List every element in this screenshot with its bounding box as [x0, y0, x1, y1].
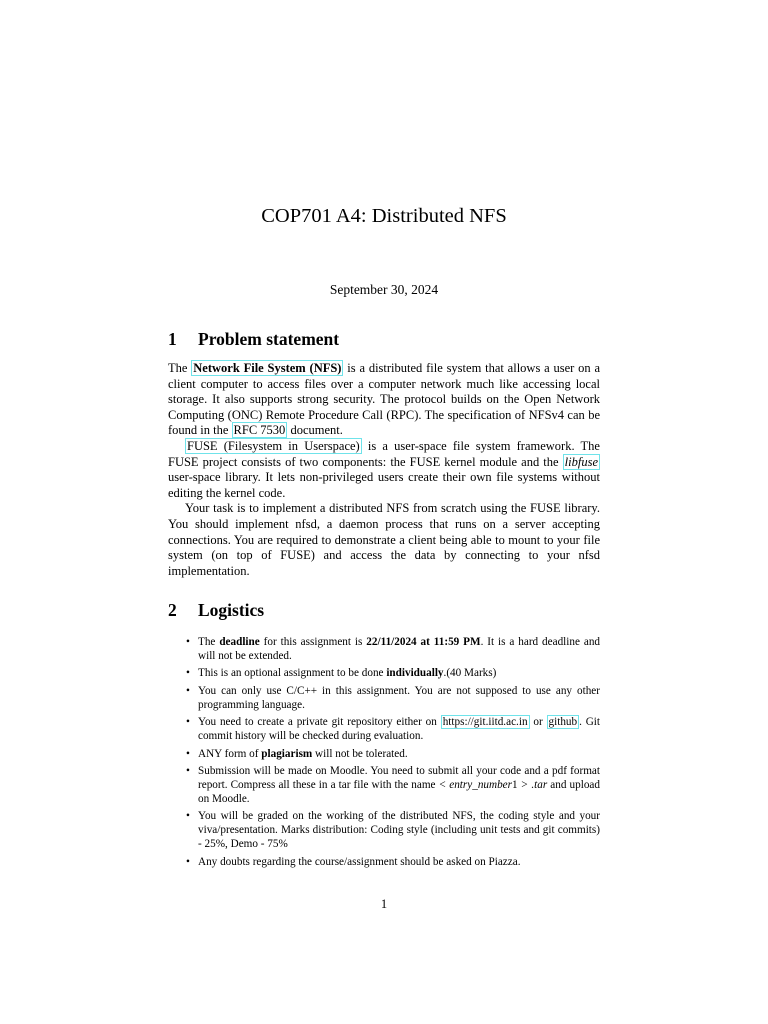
list-item-doubts — [168, 855, 600, 869]
math-text: 1 — [512, 778, 518, 791]
bullet-icon: • — [186, 764, 190, 777]
text: The — [198, 636, 220, 648]
section-title: Logistics — [198, 600, 265, 620]
paragraph-nfs — [168, 361, 600, 439]
math-text: < — [438, 778, 450, 791]
link-git-iitd[interactable]: https://git.iitd.ac.in — [442, 716, 528, 729]
text: . It is a hard deadline and will not be extended. — [198, 636, 601, 662]
bullet-icon: • — [186, 636, 190, 648]
list-item-language — [168, 684, 600, 712]
link-rfc-7530[interactable]: RFC 7530 — [233, 423, 286, 438]
bold-text: plagiarism — [261, 747, 313, 760]
math-text: > — [517, 778, 529, 791]
section-problem-statement — [168, 328, 600, 579]
text: . Git commit history will be checked during evaluation. — [198, 716, 601, 743]
text: You can only use C/C++ in this assignment. You are not supposed to use any other programming language. — [198, 684, 600, 711]
list-item-plagiarism — [168, 747, 600, 761]
text: You need to create a private git repository either on — [198, 716, 441, 729]
bold-text: individually — [386, 667, 444, 680]
text: document. — [287, 423, 343, 438]
section-heading — [168, 599, 600, 621]
link-fuse[interactable]: FUSE (Filesystem in Userspace) — [187, 438, 360, 453]
list-item-grading — [168, 809, 600, 851]
bullet-icon: • — [186, 810, 190, 823]
text: for this assignment is — [259, 636, 367, 648]
math-text: .tar — [531, 778, 548, 791]
text: is a user-space file system framework. The FUSE project consists of two components: the FUSE kernel module and the — [168, 438, 600, 469]
list-item-submission — [168, 764, 600, 806]
link-libfuse[interactable]: libfuse — [564, 454, 598, 469]
section-body — [168, 361, 600, 579]
text: You will be graded on the working of the distributed NFS, the coding style and your viva/presentation. Marks distribution: Coding style (including unit tests and git commits) - 25%, Demo - 75% — [198, 810, 600, 851]
paragraph-fuse — [168, 439, 600, 501]
text: is a distributed file system that allows a user on a client computer to access files over a computer network much like accessing local storage. It also supports strong security. The protocol builds on the Open Network Computing (ONC) Remote Procedure Call (RPC). The specification of NFSv4 can be found in the — [168, 361, 600, 438]
text: Submission will be made on Moodle. You need to submit all your code and a pdf format report. Compress all these in a tar file with the name — [198, 764, 600, 791]
math-text: entry_number — [449, 778, 512, 791]
bullet-icon: • — [186, 684, 190, 697]
list-item-deadline — [168, 635, 600, 663]
text: This is an optional assignment to be done — [198, 667, 387, 680]
bullet-icon: • — [186, 747, 190, 760]
text: will not be tolerated. — [312, 747, 408, 760]
section-title: Problem statement — [198, 329, 340, 349]
logistics-list — [168, 635, 600, 869]
bullet-icon: • — [186, 855, 190, 868]
bold-text: deadline — [219, 636, 260, 648]
text: The — [168, 361, 192, 375]
page-title: COP701 A4: Distributed NFS — [261, 205, 507, 227]
section-heading — [168, 328, 600, 350]
text: user-space library. It lets non-privileged users create their own file systems without editing the kernel code. — [168, 470, 600, 500]
bold-text: 22/11/2024 at 11:59 PM — [366, 636, 481, 648]
section-number: 1 — [168, 329, 177, 349]
bullet-icon: • — [186, 667, 190, 680]
list-item-git — [168, 715, 600, 743]
text: and upload on Moodle. — [198, 778, 600, 805]
link-github[interactable]: github — [548, 716, 578, 729]
paragraph-task: Your task is to implement a distributed NFS from scratch using the FUSE library. You should implement nfsd, a daemon process that runs on a server accepting connections. You are required to demonstrate a client being able to mount to your file system (on top of FUSE) and access the data by connecting to your nfsd implementation. — [168, 501, 600, 578]
text: or — [529, 716, 547, 729]
document-date: September 30, 2024 — [329, 282, 439, 297]
text: ANY form of — [198, 747, 262, 760]
link-nfs[interactable]: Network File System (NFS) — [193, 361, 342, 375]
text: Any doubts regarding the course/assignment should be asked on Piazza. — [198, 855, 521, 868]
section-number: 2 — [168, 600, 177, 620]
bullet-icon: • — [186, 716, 190, 729]
page-number: 1 — [380, 897, 388, 911]
list-item-individual — [168, 666, 600, 680]
text: .(40 Marks) — [443, 667, 497, 680]
section-logistics — [168, 599, 600, 872]
